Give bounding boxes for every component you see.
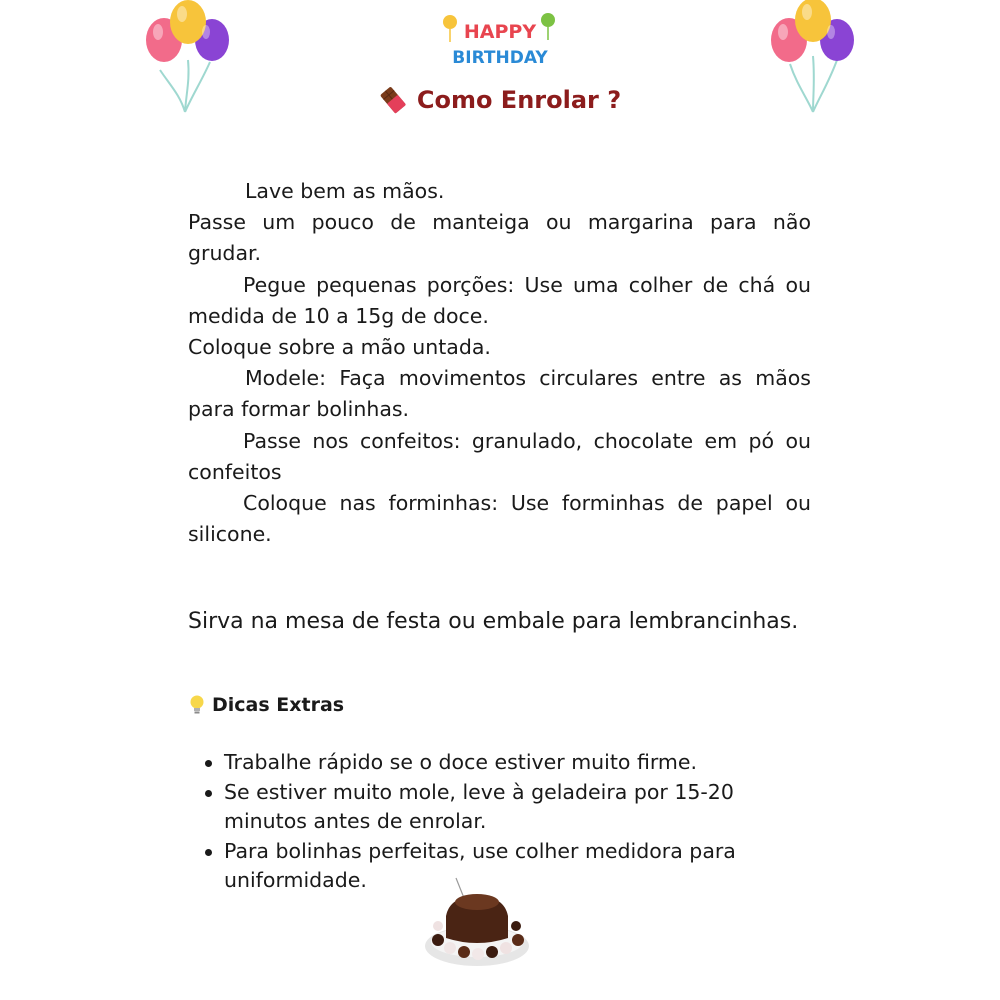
logo-line2: BIRTHDAY — [452, 48, 548, 68]
step-5: Modele: Faça movimentos circulares entre as mãos para formar bolinhas. — [188, 366, 811, 422]
tips-list — [188, 748, 808, 896]
cake-image — [420, 876, 535, 971]
tips-heading-text: Dicas Extras — [212, 694, 345, 716]
title-text: Como Enrolar ? — [416, 86, 622, 114]
logo-line1: HAPPY — [463, 21, 537, 43]
step-7: Coloque nas forminhas: Use forminhas de papel ou silicone. — [188, 491, 811, 547]
page-title — [0, 86, 1000, 114]
step-6: Passe nos confeitos: granulado, chocolate em pó ou confeitos — [188, 428, 811, 484]
serve-text: Sirva na mesa de festa ou embale para lembrancinhas. — [188, 609, 799, 634]
list-item: Para bolinhas perfeitas, use colher medidora para uniformidade. — [188, 837, 808, 896]
happy-birthday-logo — [440, 8, 560, 76]
list-item: Trabalhe rápido se o doce estiver muito firme. — [188, 748, 808, 778]
list-item: Se estiver muito mole, leve à geladeira por 15-20 minutos antes de enrolar. — [188, 778, 808, 837]
step-2: Passe um pouco de manteiga ou margarina para não grudar. — [188, 210, 811, 266]
step-4: Coloque sobre a mão untada. — [188, 335, 491, 360]
steps-section — [188, 176, 811, 550]
tips-heading — [188, 694, 344, 716]
step-1: Lave bem as mãos. — [245, 179, 445, 203]
chocolate-bar-icon — [379, 86, 407, 114]
step-3: Pegue pequenas porções: Use uma colher de chá ou medida de 10 a 15g de doce. — [188, 272, 811, 328]
lightbulb-icon — [188, 694, 206, 716]
